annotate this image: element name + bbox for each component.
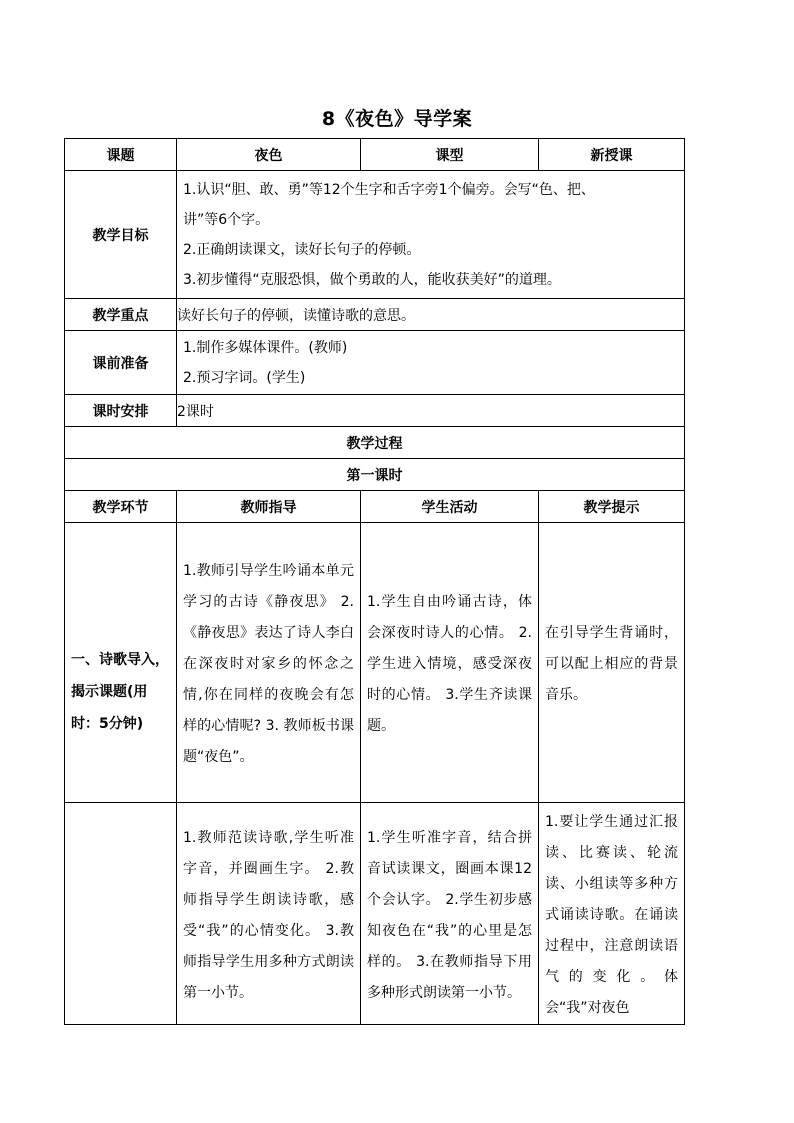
- student-text: 1.学生自由吟诵古诗，体会深夜时诗人的心情。 2.学生进入情境，感受深夜时的心情。 3.学生齐读课题。: [367, 594, 532, 734]
- header-row: [65, 139, 685, 171]
- prep-content: [177, 331, 685, 395]
- student-cell: [361, 803, 539, 1025]
- document-title: 8《夜色》导学案: [321, 108, 473, 130]
- student-cell: [361, 523, 539, 803]
- tip-cell: [539, 523, 685, 803]
- lesson-title: 第一课时: [65, 459, 685, 491]
- tip-cell: [539, 803, 685, 1025]
- lesson-plan-table: [64, 138, 685, 1025]
- process-title: 教学过程: [65, 427, 685, 459]
- prep-label: 课前准备: [65, 331, 177, 395]
- table-row: [65, 523, 685, 803]
- goals-label: 教学目标: [65, 171, 177, 299]
- prep-row: [65, 331, 685, 395]
- column-header: 学生活动: [361, 491, 539, 523]
- prep-line: 2.预习字词。(学生): [183, 369, 306, 386]
- tip-text: 1.要让学生通过汇报读、比赛读、轮流读、小组读等多种方式诵读诗歌。在诵读过程中，注意朗读语气的变化。体会“我”对夜色: [545, 814, 678, 1016]
- focus-value: 读好长句子的停顿，读懂诗歌的意思。: [177, 299, 685, 331]
- column-header: 教学提示: [539, 491, 685, 523]
- prep-line: 1.制作多媒体课件。(教师): [183, 339, 348, 356]
- column-header: 教师指导: [177, 491, 361, 523]
- teacher-text: 1.教师引导学生吟诵本单元学习的古诗《静夜思》 2.《静夜思》表达了诗人李白在深夜时对家乡的怀念之情,你在同样的夜晚会有怎样的心情呢? 3. 教师板书课题“夜色”。: [183, 563, 354, 765]
- column-header-row: [65, 491, 685, 523]
- process-title-row: [65, 427, 685, 459]
- table-row: [65, 803, 685, 1025]
- type-label: 课型: [361, 139, 539, 171]
- teacher-cell: [177, 523, 361, 803]
- teacher-text: 1.教师范读诗歌,学生听准字音，并圈画生字。 2.教师指导学生朗读诗歌，感受“我”的心情变化。 3.教师指导学生用多种方式朗读第一小节。: [183, 829, 354, 1001]
- schedule-label: 课时安排: [65, 395, 177, 427]
- focus-label: 教学重点: [65, 299, 177, 331]
- column-header: 教学环节: [65, 491, 177, 523]
- focus-row: [65, 299, 685, 331]
- goal-line: 3.初步懂得“克服恐惧，做个勇敢的人，能收获美好”的道理。: [183, 271, 561, 288]
- teacher-cell: [177, 803, 361, 1025]
- tip-text: 在引导学生背诵时，可以配上相应的背景音乐。: [545, 625, 678, 703]
- student-text: 1.学生听准字音，结合拼音试读课文，圈画本课12个会认字。 2.学生初步感知夜色在“我”的心里是怎样的。 3.在教师指导下用多种形式朗读第一小节。: [367, 829, 532, 1001]
- stage-cell: [65, 523, 177, 803]
- schedule-value: 2课时: [177, 395, 685, 427]
- lesson-title-row: [65, 459, 685, 491]
- stage-cell: [65, 803, 177, 1025]
- topic-label: 课题: [65, 139, 177, 171]
- goals-row: [65, 171, 685, 299]
- goal-line: 讲”等6个字。: [183, 211, 270, 228]
- type-value: 新授课: [539, 139, 685, 171]
- goal-line: 2.正确朗读课文，读好长句子的停顿。: [183, 241, 421, 258]
- goal-line: 1.认识“胆、敢、勇”等12个生字和舌字旁1个偏旁。会写“色、把、: [183, 181, 595, 198]
- topic-value: 夜色: [177, 139, 361, 171]
- schedule-row: [65, 395, 685, 427]
- goals-content: [177, 171, 685, 299]
- stage-text: 一、诗歌导入，揭示课题(用时：5分钟): [71, 651, 169, 732]
